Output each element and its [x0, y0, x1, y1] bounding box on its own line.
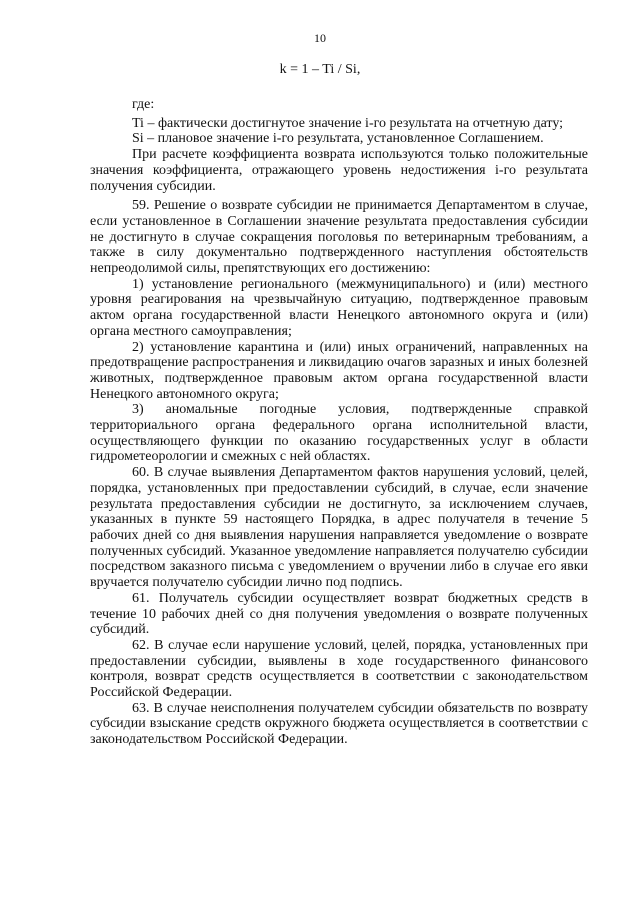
formula: k = 1 – Ti / Si,: [279, 62, 361, 77]
paragraph-coefficient-note: При расчете коэффициента возврата используются только положительные значения коэффициента, отражающего уровень недостижения i-го результата получения субсидии.: [90, 147, 588, 194]
paragraph-59-item-2: 2) установление карантина и (или) иных ограничений, направленных на предотвращение распространения и ликвидацию очагов заразных и иных болезней животных, подтвержденное правовым актом органа государственной власти Ненецкого автономного округа;: [90, 339, 588, 402]
document-body: [90, 97, 588, 748]
page-number: 10: [314, 31, 326, 45]
paragraph-59: 59. Решение о возврате субсидии не принимается Департаментом в случае, если установленное в Соглашении значение результата предоставления субсидии не достигнуто в случае сокращения поголовья по ветеринарным требованиям, а также в силу документально подтвержденного наступления обстоятельств непреодолимой силы, препятствующих его достижению:: [90, 198, 588, 277]
where-label: где:: [132, 97, 155, 112]
definition-ti: Ti – фактически достигнутое значение i-го результата на отчетную дату;: [132, 115, 564, 131]
paragraph-62: 62. В случае если нарушение условий, целей, порядка, установленных при предоставлении субсидии, выявлены в ходе государственного финансового контроля, возврат средств осуществляется в соответствии с законодательством Российской Федерации.: [90, 637, 588, 701]
paragraph-59-item-1: 1) установление регионального (межмуниципального) и (или) местного уровня реагирования на чрезвычайную ситуацию, подтвержденное правовым актом органа государственной власти Ненецкого автономного округа и (или) органа местного самоуправления;: [90, 276, 588, 339]
definition-si: Si – плановое значение i-го результата, установленное Соглашением.: [132, 131, 544, 147]
paragraph-61: 61. Получатель субсидии осуществляет возврат бюджетных средств в течение 10 рабочих дней со дня получения уведомления о возврате полученных субсидий.: [90, 590, 588, 638]
paragraph-59-item-3: 3) аномальные погодные условия, подтвержденные справкой территориального органа федерального органа исполнительной власти, осуществляющего функции по оказанию государственных услуг в области гидрометеорологии и смежных с ней областях.: [90, 402, 588, 465]
paragraph-63: 63. В случае неисполнения получателем субсидии обязательств по возврату субсидии взыскание средств окружного бюджета осуществляется в соответствии с законодательством Российской Федерации.: [90, 700, 588, 748]
paragraph-60: 60. В случае выявления Департаментом фактов нарушения условий, целей, порядка, установленных при предоставлении субсидий, в случае, если значение результата предоставления субсидии не достигнуто, за исключением случаев, указанных в пункте 59 настоящего Порядка, в адрес получателя в течение 5 рабочих дней со дня выявления нарушения направляется уведомление о возврате полученных субсидий. Указанное уведомление направляется получателю субсидии посредством заказного письма с уведомлением о вручении либо в случае его явки вручается получателю субсидии лично под подпись.: [90, 465, 588, 591]
